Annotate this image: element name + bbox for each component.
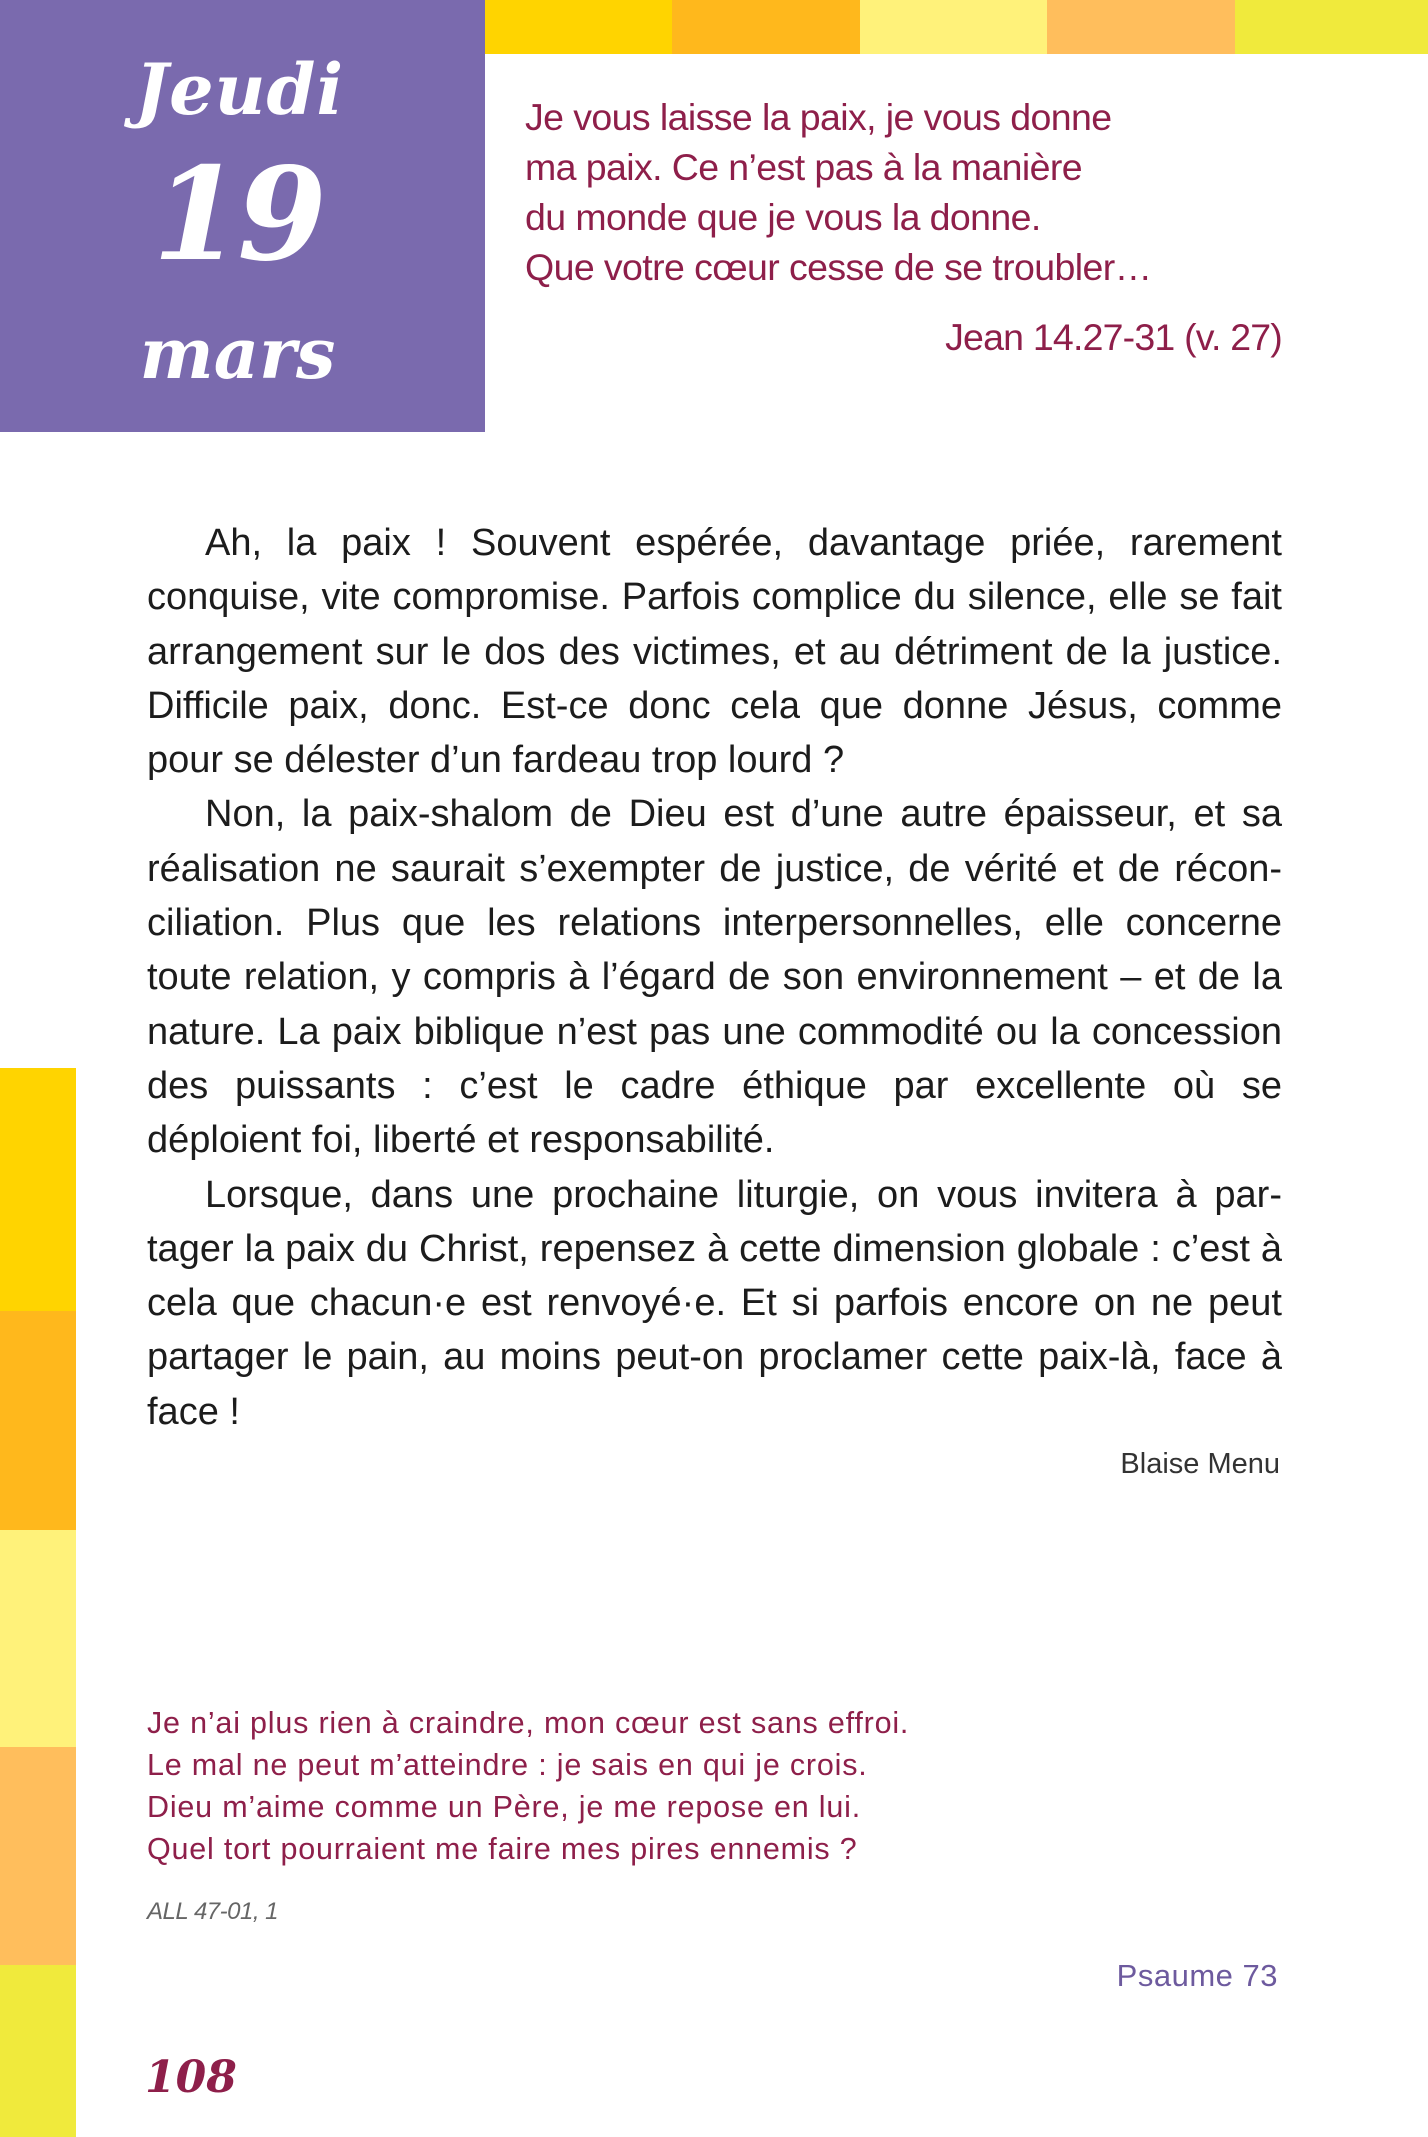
date-day: 19: [152, 140, 323, 290]
psalm-hymn: [147, 1702, 1047, 1870]
verse-line: du monde que je vous la donne.: [525, 196, 1041, 238]
paragraph: Lorsque, dans une prochaine liturgie, on vous invitera à partager la paix du Christ, repensez à cette dimension globale : c’est à cela que chacun·e est renvoyé·e. Et si parfois encore on ne peut partager le pain, au moins peut-on proclamer cette paix-là, face à face !: [147, 1173, 1282, 1433]
psalm-line: Quel tort pourraient me faire mes pires ennemis ?: [147, 1832, 858, 1866]
page-number: 108: [145, 2052, 237, 2103]
psalm-reference: Psaume 73: [1116, 1958, 1278, 1993]
left-stripe-orange: [0, 1311, 76, 1530]
top-stripe-orange: [672, 0, 860, 54]
top-stripe-lime: [1235, 0, 1428, 54]
left-stripe-peach: [0, 1747, 76, 1965]
top-stripe-yellow: [485, 0, 672, 54]
left-stripe-pale-yellow: [0, 1530, 76, 1747]
verse-line: Que votre cœur cesse de se troubler…: [525, 246, 1152, 288]
author-name: Blaise Menu: [1120, 1448, 1280, 1480]
paragraph: Ah, la paix ! Souvent espérée, davantage priée, rarement conquise, vite compromise. Parfois complice du silence, elle se fait arrangement sur le dos des victimes, et au détriment de la justice. Difficile paix, donc. Est-ce donc cela que donne Jésus, comme pour se délester d’un fardeau trop lourd ?: [147, 522, 1282, 782]
psalm-line: Dieu m’aime comme un Père, je me repose en lui.: [147, 1790, 861, 1824]
hymn-code: ALL 47-01, 1: [147, 1898, 279, 1925]
top-stripe-peach: [1047, 0, 1235, 54]
bible-verse: [525, 92, 1305, 292]
meditation-text: [147, 516, 1282, 1439]
verse-line: ma paix. Ce n’est pas à la manière: [525, 146, 1082, 188]
date-box: [0, 0, 485, 432]
verse-line: Je vous laisse la paix, je vous donne: [525, 96, 1112, 138]
date-month: mars: [139, 312, 336, 395]
top-stripe-pale-yellow: [860, 0, 1047, 54]
date-weekday: Jeudi: [134, 48, 345, 131]
psalm-line: Le mal ne peut m’atteindre : je sais en qui je crois.: [147, 1748, 868, 1782]
left-stripe-yellow: [0, 1068, 76, 1311]
psalm-line: Je n’ai plus rien à craindre, mon cœur est sans effroi.: [147, 1706, 910, 1740]
verse-reference: Jean 14.27-31 (v. 27): [945, 316, 1282, 358]
left-stripe-lime: [0, 1965, 76, 2137]
paragraph: Non, la paix-shalom de Dieu est d’une autre épaisseur, et sa réalisation ne saurait s’exempter de justice, de vérité et de réconciliation. Plus que les relations interpersonnelles, elle concerne toute relation, y compris à l’égard de son environnement – et de la nature. La paix biblique n’est pas une commodité ou la concession des puissants : c’est le cadre éthique par excellente où se déploient foi, liberté et responsabilité.: [147, 793, 1282, 1162]
